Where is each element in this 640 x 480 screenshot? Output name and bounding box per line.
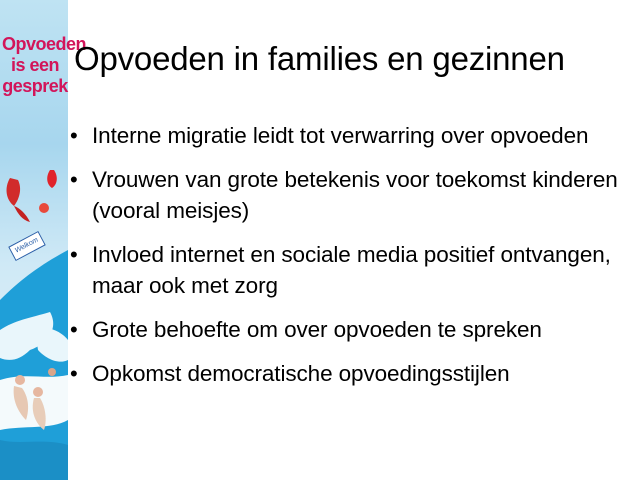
logo-text (2, 34, 87, 97)
bullet-icon: • (70, 123, 78, 148)
welkom-sign: Welkom (8, 231, 46, 261)
bullet-icon: • (70, 242, 78, 267)
bullet-text: Invloed internet en sociale media positief ontvangen, maar ook met zorg (92, 242, 611, 298)
slide-title: Opvoeden in families en gezinnen (74, 40, 565, 77)
bullet-item (70, 164, 636, 226)
bullet-item (70, 314, 636, 345)
bullet-text: Vrouwen van grote betekenis voor toekomst kinderen (vooral meisjes) (92, 167, 618, 223)
bullet-item (70, 358, 636, 389)
bullet-icon: • (70, 317, 78, 342)
bullet-text: Opkomst democratische opvoedingsstijlen (92, 361, 510, 386)
bullet-item (70, 120, 636, 151)
logo-line: is een (10, 55, 60, 75)
bullet-icon: • (70, 167, 78, 192)
bullet-text: Grote behoefte om over opvoeden te spreken (92, 317, 542, 342)
bullet-icon: • (70, 361, 78, 386)
logo-line: gesprek (2, 76, 68, 96)
bullet-item (70, 239, 636, 301)
logo-line: Opvoeden (2, 34, 87, 54)
decorative-banner (0, 0, 87, 480)
bullet-text: Interne migratie leidt tot verwarring over opvoeden (92, 123, 589, 148)
bullet-list (70, 120, 636, 402)
